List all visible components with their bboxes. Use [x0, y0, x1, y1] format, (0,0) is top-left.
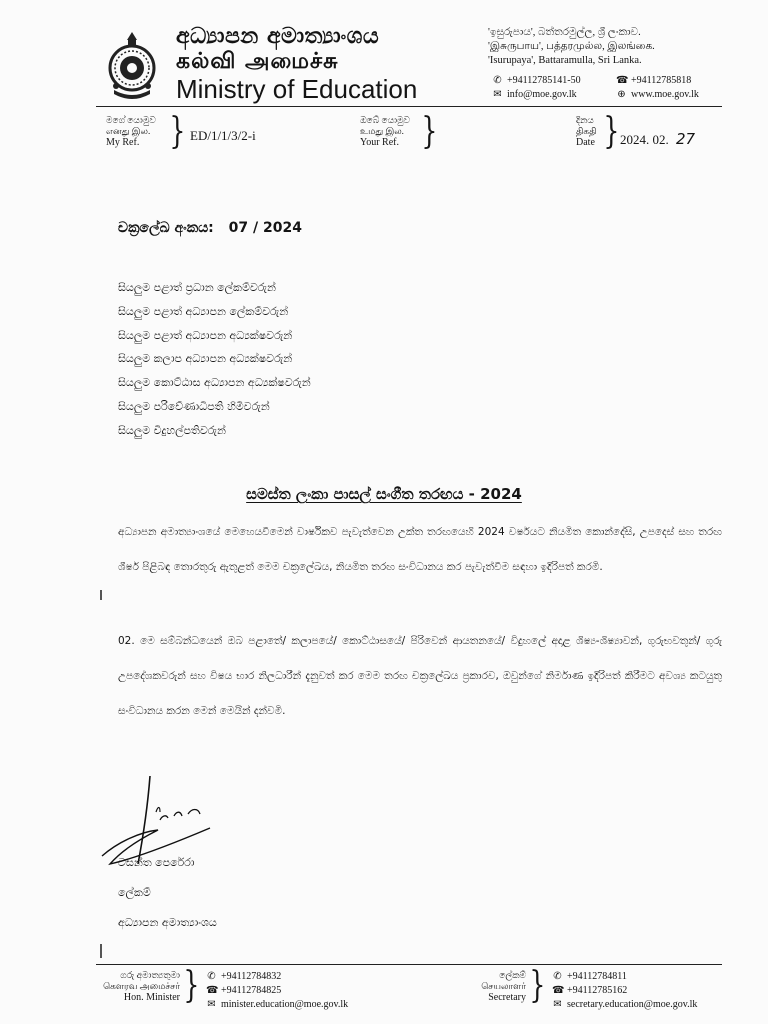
ministry-email: info@moe.gov.lk: [507, 89, 577, 100]
minister-label-ta: கௌரவ அமைச்சர்: [103, 981, 180, 991]
addressee-item: සියලුම කොට්ඨාස අධ්‍යාපන අධ්‍යක්ෂවරුන්: [118, 376, 311, 390]
minister-label-en: Hon. Minister: [123, 992, 180, 1003]
date-label-ta: திகதி: [576, 126, 597, 136]
date-label-en: Date: [576, 137, 595, 148]
header-divider: [96, 106, 722, 107]
date-year-month: 2024. 02.: [620, 132, 669, 147]
minister-contacts: [206, 970, 348, 1012]
circular-label: චක්‍රලේඛ අංකය:: [118, 220, 214, 236]
ministry-name-tamil: கல்வி அமைச்சு: [176, 49, 339, 74]
secretary-fax: +94112785162: [567, 985, 628, 996]
paragraph-1: අධ්‍යාපන අමාත්‍යාංශයේ මෙහෙයවීමෙන් වාර්ෂිකව පැවැත්වෙන උක්ත තරඟයෙහි 2024 වර්ෂයට නියමිත කොන්දේසි, උපදෙස් සහ තරඟ ශීර්ෂ පිළිබඳ තොරතුරු ඇතුළත් මෙම චක්‍රලේඛය, නියමිත තරඟ සංවිධානය කර පැවැත්වීම සඳහා ඉදිරිපත් කරමි.: [118, 526, 722, 573]
email-icon: ✉: [207, 999, 216, 1010]
circular-number-value: 07 / 2024: [228, 220, 302, 236]
ministry-name-english: Ministry of Education: [176, 74, 418, 104]
address-english: 'Isurupaya', Battaramulla, Sri Lanka.: [488, 55, 642, 66]
ministry-web: www.moe.gov.lk: [631, 89, 699, 100]
addressee-item: සියලුම පරිවේණාධිපති හිමිවරුන්: [118, 399, 270, 413]
date-day-handwritten: 27: [676, 130, 696, 148]
letter-title: [0, 485, 768, 503]
fax-icon: ☎: [552, 985, 565, 996]
secretary-label-si: ලේකම්: [499, 970, 526, 980]
addressee-item: සියලුම පළාත් අධ්‍යාපන අධ්‍යක්ෂවරුන්: [118, 328, 293, 342]
fax-icon: ☎: [206, 985, 219, 996]
circular-number: [118, 220, 302, 236]
your-ref-labels: [360, 115, 410, 148]
my-ref-labels: [106, 115, 156, 148]
phone-icon: ✆: [207, 971, 216, 982]
secretary-label-ta: செயலாளர்: [481, 981, 526, 991]
address-sinhala: 'ඉසුරුපාය', බත්තරමුල්ල, ශ්‍රී ලංකාව.: [488, 27, 641, 38]
minister-labels: [100, 970, 180, 1003]
letter-title-text: සමස්ත ලංකා පාසල් සංගීත තරඟය - 2024: [246, 485, 522, 503]
addressee-item: සියලුම පළාත් අධ්‍යාපන ලේකම්වරුන්: [118, 304, 289, 318]
signatory-name: වසන්ත පෙරේරා: [118, 856, 195, 869]
paragraph-2: 02. මෙ සම්බන්ධයෙන් ඔබ පළාතේ/ කලාපයේ/ කොට්ඨාසයේ/ පිරිවෙන් ආයතනයේ/ විදුහලේ අදාළ ශිෂ්‍ය-ශිෂ්‍යාවන්, ගුරුභවතුන්/ ගුරු උපදේශකවරුන් සහ විෂය භාර නිලධාරීන් දැනුවත් කර මෙම තරඟ චක්‍රලේඛය ප්‍රකාරව, ඔවුන්ගේ නිර්මාණ ඉදිරිපත් කිරීමට අවශ්‍ය කටයුතු සංවිධානය කරන මෙන් මෙයින් දන්වමි.: [118, 635, 722, 717]
secretary-email: secretary.education@moe.gov.lk: [567, 999, 698, 1010]
secretary-labels: [462, 970, 526, 1003]
addressee-item: සියලුම පළාත් ප්‍රධාන ලේකම්වරුන්: [118, 281, 276, 294]
minister-fax: +94112784825: [221, 985, 282, 996]
your-ref-brace: }: [421, 111, 438, 152]
secretary-label-en: Secretary: [488, 992, 526, 1003]
addressee-item: සියලුම විදුහල්පතිවරුන්: [118, 423, 226, 437]
your-ref-label-si: ඔබේ යොමුව: [360, 115, 410, 125]
my-ref-label-en: My Ref.: [106, 137, 140, 148]
phone-icon: ✆: [493, 75, 502, 86]
date-brace: }: [603, 111, 620, 152]
ministry-masthead: [176, 24, 417, 104]
my-ref-label-si: මගේ යොමුව: [106, 115, 156, 125]
phone-icon: ✆: [553, 971, 562, 982]
minister-phone: +94112784832: [221, 971, 282, 982]
your-ref-label-ta: உமது இல.: [360, 126, 404, 136]
date-value: [620, 130, 695, 148]
address-tamil: 'இசுருபாய', பத்தரமுல்ல, இலங்கை.: [488, 41, 655, 52]
email-icon: ✉: [553, 999, 562, 1010]
minister-label-si: ගරු අමාත්‍යතුමා: [120, 970, 180, 980]
margin-mark: [100, 944, 102, 958]
ministry-fax: +94112785818: [631, 75, 692, 86]
signatory-title: ලේකම්: [118, 886, 151, 899]
ministry-phone: +94112785141-50: [507, 75, 581, 86]
secretary-phone: +94112784811: [567, 971, 627, 982]
signatory-office: අධ්‍යාපන අමාත්‍යාංශය: [118, 916, 217, 929]
ministry-address: [488, 26, 655, 68]
secretary-contacts: [552, 970, 697, 1012]
margin-mark: [100, 590, 102, 600]
addressee-list: [118, 276, 311, 443]
secretary-brace: }: [529, 965, 546, 1006]
your-ref-label-en: Your Ref.: [360, 137, 399, 148]
my-ref-brace: }: [169, 111, 186, 152]
sri-lanka-emblem-icon: [106, 28, 158, 102]
minister-brace: }: [183, 965, 200, 1006]
web-icon: ⊕: [617, 89, 626, 100]
my-ref-label-ta: எனது இல.: [106, 126, 151, 136]
addressee-item: සියලුම කලාප අධ්‍යාපන අධ්‍යක්ෂවරුන්: [118, 352, 293, 366]
my-ref-value: ED/1/1/3/2-i: [190, 128, 256, 143]
ministry-name-sinhala: අධ්‍යාපන අමාත්‍යාංශය: [176, 24, 380, 49]
ministry-contacts: [492, 74, 732, 102]
email-icon: ✉: [493, 89, 502, 100]
date-label-si: දිනය: [576, 115, 594, 125]
fax-icon: ☎: [616, 75, 629, 86]
date-labels: [576, 115, 597, 148]
minister-email: minister.education@moe.gov.lk: [221, 999, 349, 1010]
